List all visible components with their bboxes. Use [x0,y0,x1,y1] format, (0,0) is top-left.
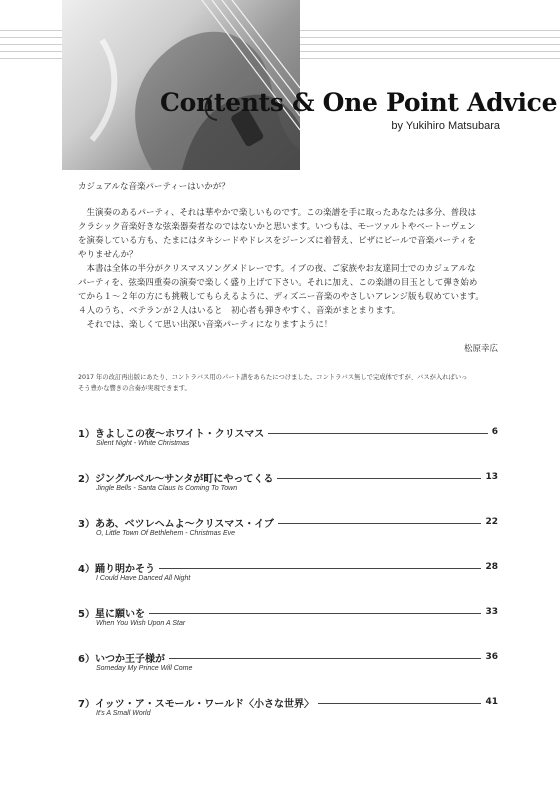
toc-number: 3） [78,518,95,530]
toc-entry[interactable] [78,425,498,447]
violin-photo [62,0,300,170]
toc-title-jp: きよしこの夜～ホワイト・クリスマス [95,428,265,440]
intro-line: 本書は全体の半分がクリスマスソングメドレーです。イブの夜、ご家族やお友達同士でのカジュアルな [78,264,476,274]
intro-heading: カジュアルな音楽パーティーはいかが？ [78,182,230,192]
toc-page: 28 [485,562,498,572]
byline: by Yukihiro Matsubara [391,120,500,132]
toc-leader [268,433,487,434]
toc-leader [278,523,482,524]
toc-page: 33 [485,607,498,617]
toc-page: 13 [485,472,498,482]
toc-number: 7） [78,698,95,710]
revision-note [78,372,498,394]
page-title: Contents & One Point Advice [160,88,558,117]
toc-entry[interactable] [78,650,498,672]
toc-entry[interactable] [78,605,498,627]
toc-title-jp: ああ、ベツレヘムよ～クリスマス・イブ [95,518,274,530]
toc-title-en: Someday My Prince Will Come [96,665,193,672]
toc-title-en: When You Wish Upon A Star [96,620,186,627]
toc-leader [277,478,481,479]
toc-page: 22 [485,517,498,527]
toc-number: 5） [78,608,95,620]
toc-page: 6 [491,427,498,437]
toc-title-en: I Could Have Danced All Night [96,575,191,582]
intro-line: てから１～２年の方にも挑戦してもらえるように、ディズニー音楽のやさしいアレンジ版も収めています。 [78,292,484,302]
author-name: 松原幸広 [463,344,498,354]
toc-entry[interactable] [78,515,498,537]
note-line: 2017 年の改訂再出版にあたり、コントラバス用のパート譜をあらたにつけました。コントラバス無しで完成体ですが、バスが入ればいっ [78,374,468,381]
violin-illustration [62,0,300,170]
toc-title-en: Silent Night - White Christmas [96,440,190,447]
toc-entry[interactable] [78,695,498,717]
intro-line: ４人のうち、ベテランが２人はいると 初心者も弾きやすく、音楽がまとまります。 [78,306,401,316]
intro-line: パーティを、弦楽四重奏の演奏で楽しく盛り上げて下さい。それに加え、この楽譜の目玉として弾き始め [78,278,478,288]
toc-page: 41 [485,697,498,707]
toc-leader [169,658,481,659]
intro-line: 生演奏のあるパーティ、それは華やかで楽しいものです。この楽譜を手に取ったあなたは多分、普段は [78,208,477,218]
toc-leader [149,613,481,614]
toc-title-jp: ジングルベル～サンタが町にやってくる [95,473,274,485]
toc-title-en: Jingle Bells - Santa Claus Is Coming To Town [96,485,238,492]
intro-section [78,180,498,332]
intro-line: クラシック音楽好きな弦楽器奏者なのではないかと思います。いつもは、モーツァルトやベートーヴェン [78,222,476,232]
toc-entry[interactable] [78,560,498,582]
toc-title-jp: 星に願いを [95,608,145,620]
toc-number: 4） [78,563,95,575]
toc-number: 2） [78,473,95,485]
toc-title-en: O, Little Town Of Bethlehem - Christmas Eve [96,530,236,537]
intro-line: それでは、楽しくて思い出深い音楽パーティになりますように！ [78,320,333,330]
toc-leader [318,703,481,704]
toc-page: 36 [485,652,498,662]
toc-number: 6） [78,653,95,665]
note-line: そう豊かな響きの合奏が実現できます。 [78,385,191,392]
toc-title-jp: 踊り明かそう [95,563,155,575]
toc-number: 1） [78,428,95,440]
toc-title-en: It's A Small World [96,710,151,717]
intro-line: を演奏している方も、たまにはタキシードやドレスをジーンズに着替え、ピザにビールで音楽パーティを [78,236,476,246]
toc-leader [159,568,481,569]
toc-title-jp: いつか王子様が [95,653,165,665]
toc-title-jp: イッツ・ア・スモール・ワールド〈小さな世界〉 [95,698,314,710]
toc-entry[interactable] [78,470,498,492]
intro-line: やりませんか？ [78,250,138,260]
